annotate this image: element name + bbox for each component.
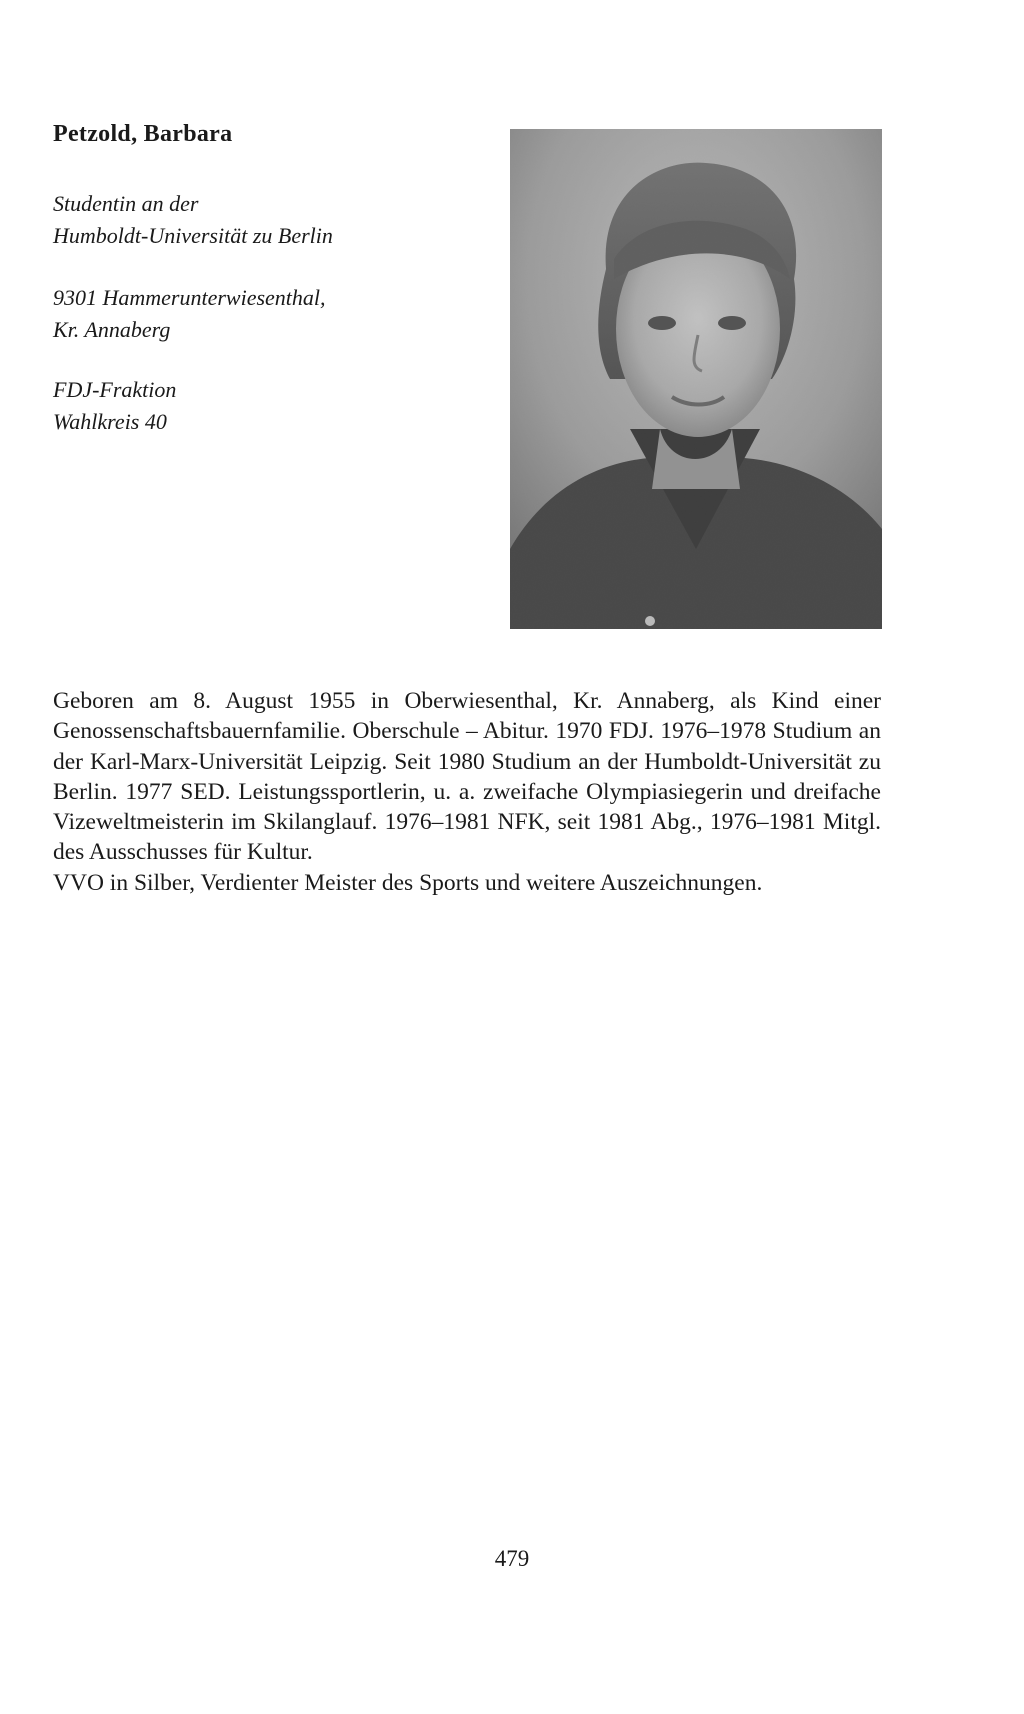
address-line-2: Kr. Annaberg	[53, 317, 171, 342]
biography-paragraph-2: VVO in Silber, Verdienter Meister des Sports und weitere Auszeichnungen.	[53, 869, 763, 896]
occupation-block	[53, 188, 333, 252]
occupation-line-2: Humboldt-Universität zu Berlin	[53, 223, 333, 248]
biography-paragraph-1: Geboren am 8. August 1955 in Oberwiesenthal, Kr. Annaberg, als Kind einer Genossenschaftsbauernfamilie. Oberschule – Abitur. 1970 FDJ. 1976–1978 Studium an der Karl-Marx-Universität Leipzig. Seit 1980 Studium an der Humboldt-Universität zu Berlin. 1977 SED. Leistungssportlerin, u. a. zweifache Olympiasiegerin und dreifache Vizeweltmeisterin im Skilanglauf. 1976–1981 NFK, seit 1981 Abg., 1976–1981 Mitgl. des Ausschusses für Kultur.	[53, 688, 881, 866]
portrait-photo-icon	[510, 129, 882, 629]
page-number: 479	[494, 1546, 530, 1571]
faction-block	[53, 374, 176, 438]
faction-line: FDJ-Fraktion	[53, 377, 177, 402]
entry-name: Petzold, Barbara	[53, 121, 233, 147]
biography-text	[53, 686, 881, 898]
address-block	[53, 282, 326, 346]
occupation-line-1: Studentin an der	[53, 191, 199, 216]
address-line-1: 9301 Hammerunterwiesenthal,	[53, 285, 326, 310]
constituency-line: Wahlkreis 40	[53, 409, 167, 434]
